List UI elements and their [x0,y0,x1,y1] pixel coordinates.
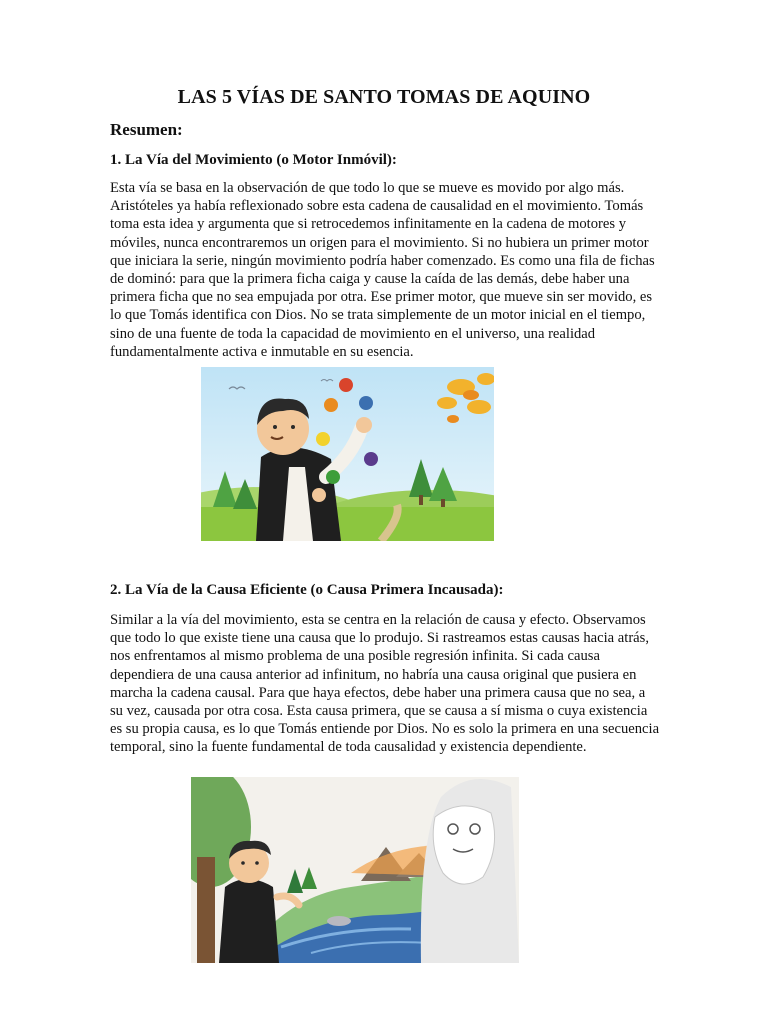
section-1-body: Esta vía se basa en la observación de que todo lo que se mueve es movido por algo más. Aristóteles ya había reflexionado sobre esta cadena de causalidad en el movimiento. Tomás toma esta idea y argumenta que si retrocedemos infinitamente en la cadena de motores y móviles, nunca encontraremos un origen para el movimiento. Si no hubiera un primer motor que iniciara la serie, ningún movimiento podría haber comenzado. Es como una fila de fichas de dominó: para que la primera ficha caiga y cause la caída de las demás, debe haber una primera ficha que no sea empujada por otra. Ese primer motor, que mueve sin ser movido, es lo que Tomás identifica con Dios. No se trata simplemente de un motor inicial en el tiempo, sino de una fuente de toda la capacidad de movimiento en el universo, una realidad fundamentalmente activa e inmutable en su esencia. [110,180,655,360]
section-1-heading: 1. La Vía del Movimiento (o Motor Inmóvil): [110,152,397,168]
section-2-body: Similar a la vía del movimiento, esta se centra en la relación de causa y efecto. Observamos que todo lo que existe tiene una causa que lo produjo. Si rastreamos estas causas hacia atrás, nos enfrentamos al mismo problema de una posible regresión infinita. Si cada causa dependiera de una causa anterior ad infinitum, no habría una causa original que pusiera en marcha la cadena causal. Para que haya efectos, debe haber una primera causa que no sea, a su vez, causada por otra cosa. Esta causa primera, que se causa a sí misma o cuya existencia es su propia causa, es lo que Tomás entiende por Dios. No es solo la primera en una secuencia temporal, sino la fuente fundamental de toda causalidad y existencia dependiente. [110,612,660,756]
section-2-heading: 2. La Vía de la Causa Eficiente (o Causa Primera Incausada): [110,582,504,598]
friar-and-first-cause-illustration [191,777,519,963]
summary-label: Resumen: [110,120,183,139]
juggling-friar-illustration [201,367,494,541]
document-title: LAS 5 VÍAS DE SANTO TOMAS DE AQUINO [177,86,591,108]
